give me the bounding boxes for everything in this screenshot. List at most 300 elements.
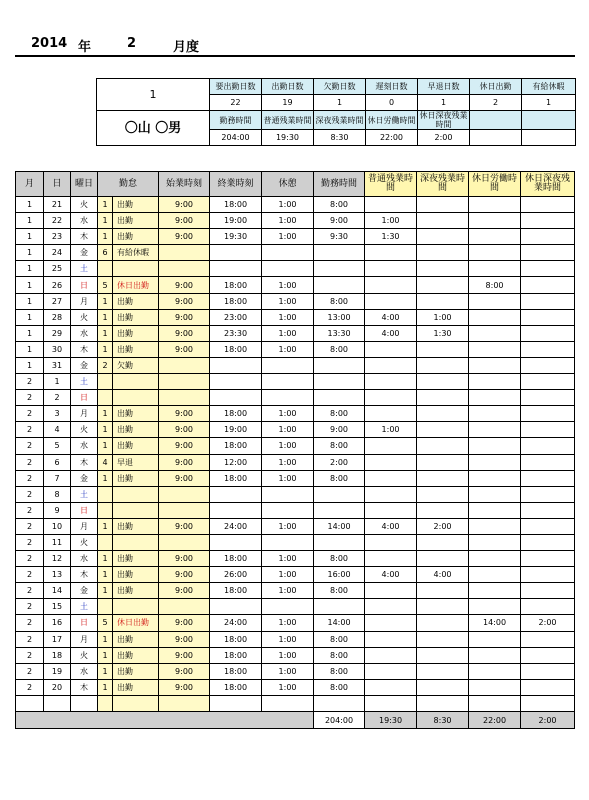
table-row [16, 213, 575, 229]
table-cell: 4:00 [365, 309, 417, 325]
table-cell: 8:00 [314, 663, 365, 679]
total-cell: 22:00 [469, 712, 521, 729]
table-cell: 日 [71, 615, 98, 631]
table-cell: 19:00 [210, 213, 262, 229]
total-cell: 2:00 [521, 712, 575, 729]
table-cell: 火 [71, 534, 98, 550]
table-cell [521, 518, 575, 534]
table-cell [521, 197, 575, 213]
table-cell [521, 534, 575, 550]
table-cell: 金 [71, 357, 98, 373]
table-cell [365, 374, 417, 390]
table-cell [365, 438, 417, 454]
table-cell: 出勤 [113, 341, 159, 357]
table-cell: 2 [16, 631, 44, 647]
table-row [16, 583, 575, 599]
table-cell: 出勤 [113, 470, 159, 486]
table-cell: 5 [98, 615, 113, 631]
table-cell: 水 [71, 438, 98, 454]
table-cell: 1:00 [262, 567, 314, 583]
table-cell [521, 454, 575, 470]
column-header: 始業時刻 [159, 172, 210, 197]
table-cell [314, 357, 365, 373]
table-cell: 1:00 [262, 197, 314, 213]
year-value: 2014 [31, 36, 68, 51]
table-cell: 2 [16, 679, 44, 695]
table-cell [365, 663, 417, 679]
table-row [16, 357, 575, 373]
table-cell: 29 [44, 325, 71, 341]
table-cell: 9:00 [159, 422, 210, 438]
table-cell: 1 [98, 663, 113, 679]
table-cell [469, 486, 521, 502]
table-cell: 2 [16, 615, 44, 631]
table-cell: 6 [44, 454, 71, 470]
table-cell: 火 [71, 309, 98, 325]
summary-label: 要出勤日数 [210, 79, 262, 95]
table-cell: 1:00 [262, 631, 314, 647]
table-cell: 18:00 [210, 438, 262, 454]
table-cell: 8:00 [314, 647, 365, 663]
table-cell [521, 679, 575, 695]
table-cell: 土 [71, 599, 98, 615]
table-cell: 木 [71, 454, 98, 470]
table-cell: 1 [98, 197, 113, 213]
table-cell: 8:00 [469, 277, 521, 293]
table-cell: 出勤 [113, 309, 159, 325]
table-cell [417, 663, 469, 679]
table-cell: 出勤 [113, 197, 159, 213]
table-cell [159, 357, 210, 373]
table-cell: 1 [16, 213, 44, 229]
table-cell: 出勤 [113, 518, 159, 534]
table-cell: 4 [44, 422, 71, 438]
column-header: 日 [44, 172, 71, 197]
table-cell: 27 [44, 293, 71, 309]
month-value: 2 [127, 36, 137, 51]
table-cell: 2 [16, 406, 44, 422]
attendance-table [15, 171, 575, 729]
table-cell [113, 261, 159, 277]
table-cell [210, 534, 262, 550]
table-cell [469, 663, 521, 679]
table-cell: 1:00 [262, 454, 314, 470]
table-cell [469, 309, 521, 325]
table-cell [159, 599, 210, 615]
summary-label: 普通残業時間 [262, 111, 314, 130]
table-cell: 9:00 [159, 679, 210, 695]
table-cell: 9:00 [159, 293, 210, 309]
table-cell: 水 [71, 325, 98, 341]
table-cell: 1:00 [262, 277, 314, 293]
table-cell [469, 357, 521, 373]
totals-row [16, 712, 575, 729]
table-cell: 11 [44, 534, 71, 550]
table-cell: 出勤 [113, 325, 159, 341]
table-cell [417, 502, 469, 518]
table-row [16, 422, 575, 438]
table-cell: 1:00 [262, 518, 314, 534]
table-cell: 12:00 [210, 454, 262, 470]
table-cell [365, 631, 417, 647]
table-cell: 1 [16, 229, 44, 245]
employee-name: 〇山 〇男 [97, 111, 210, 146]
table-cell: 9:00 [159, 309, 210, 325]
table-cell [98, 599, 113, 615]
table-cell: 1:00 [262, 325, 314, 341]
table-cell: 1 [98, 470, 113, 486]
table-cell [417, 341, 469, 357]
table-cell: 22 [44, 213, 71, 229]
table-cell: 出勤 [113, 647, 159, 663]
table-cell [98, 374, 113, 390]
summary-table [96, 78, 576, 146]
table-cell [469, 695, 521, 711]
table-cell: 2 [16, 486, 44, 502]
table-cell: 出勤 [113, 438, 159, 454]
table-cell: 1 [16, 277, 44, 293]
table-cell: 1:00 [365, 422, 417, 438]
table-cell: 土 [71, 374, 98, 390]
table-cell [113, 534, 159, 550]
table-cell [159, 486, 210, 502]
table-cell [262, 534, 314, 550]
table-cell: 1:00 [262, 679, 314, 695]
table-cell: 12 [44, 551, 71, 567]
table-cell: 8:00 [314, 438, 365, 454]
table-cell [314, 261, 365, 277]
table-cell [98, 261, 113, 277]
table-cell [521, 663, 575, 679]
table-cell: 4:00 [417, 567, 469, 583]
table-cell: 7 [44, 470, 71, 486]
table-cell: 18:00 [210, 679, 262, 695]
table-cell: 9:00 [159, 647, 210, 663]
table-cell: 9:00 [159, 631, 210, 647]
table-cell: 木 [71, 341, 98, 357]
table-cell: 1:00 [262, 438, 314, 454]
table-cell: 2 [16, 502, 44, 518]
table-cell [521, 390, 575, 406]
table-cell [417, 486, 469, 502]
table-cell: 25 [44, 261, 71, 277]
table-cell [521, 647, 575, 663]
table-cell: 4:00 [365, 567, 417, 583]
table-cell: 1 [16, 357, 44, 373]
table-cell [365, 534, 417, 550]
table-cell [365, 245, 417, 261]
table-cell: 1:00 [262, 293, 314, 309]
table-cell [469, 518, 521, 534]
table-cell [98, 534, 113, 550]
table-cell [159, 695, 210, 711]
table-cell [262, 502, 314, 518]
table-cell: 18:00 [210, 293, 262, 309]
table-cell [417, 374, 469, 390]
table-cell: 1 [98, 647, 113, 663]
table-cell: 8:00 [314, 679, 365, 695]
table-cell [469, 293, 521, 309]
summary-label: 有給休暇 [522, 79, 576, 95]
table-cell: 18:00 [210, 341, 262, 357]
table-cell [469, 341, 521, 357]
table-cell [159, 390, 210, 406]
table-cell: 火 [71, 422, 98, 438]
summary-value: 2:00 [418, 130, 470, 146]
table-cell [417, 583, 469, 599]
table-cell [314, 374, 365, 390]
table-cell: 8:00 [314, 551, 365, 567]
table-cell: 18:00 [210, 663, 262, 679]
table-cell [159, 374, 210, 390]
employee-id: 1 [97, 79, 210, 111]
table-cell: 14:00 [314, 615, 365, 631]
table-cell [469, 197, 521, 213]
table-cell: 18:00 [210, 583, 262, 599]
summary-value [522, 130, 576, 146]
table-cell: 出勤 [113, 213, 159, 229]
table-cell: 4 [98, 454, 113, 470]
table-cell [521, 213, 575, 229]
table-cell: 9:00 [159, 615, 210, 631]
table-row [16, 454, 575, 470]
table-row [16, 293, 575, 309]
table-cell: 2 [16, 663, 44, 679]
table-cell: 1:00 [262, 406, 314, 422]
table-cell: 1 [98, 293, 113, 309]
table-cell [365, 551, 417, 567]
table-cell [521, 325, 575, 341]
table-cell [521, 502, 575, 518]
table-cell [365, 599, 417, 615]
table-cell [469, 679, 521, 695]
table-cell: 10 [44, 518, 71, 534]
table-cell [417, 551, 469, 567]
table-cell: 18:00 [210, 647, 262, 663]
table-cell [365, 470, 417, 486]
table-cell: 1 [98, 679, 113, 695]
table-row [16, 277, 575, 293]
summary-value: 22 [210, 95, 262, 111]
table-cell: 1:00 [262, 583, 314, 599]
table-cell: 1:00 [262, 663, 314, 679]
table-row [16, 229, 575, 245]
column-header: 休日労働時間 [469, 172, 521, 197]
table-cell: 9:00 [159, 663, 210, 679]
table-cell [98, 486, 113, 502]
table-cell [365, 293, 417, 309]
summary-value: 8:30 [314, 130, 366, 146]
table-cell: 8 [44, 486, 71, 502]
table-cell [521, 486, 575, 502]
table-cell: 1 [98, 567, 113, 583]
table-cell [210, 599, 262, 615]
table-cell: 出勤 [113, 567, 159, 583]
table-cell: 18:00 [210, 551, 262, 567]
table-cell [417, 470, 469, 486]
table-cell: 出勤 [113, 583, 159, 599]
table-cell: 2:00 [314, 454, 365, 470]
table-cell [314, 502, 365, 518]
table-cell [469, 567, 521, 583]
table-cell [314, 277, 365, 293]
table-cell [469, 213, 521, 229]
table-cell [417, 422, 469, 438]
summary-label: 勤務時間 [210, 111, 262, 130]
table-cell: 13 [44, 567, 71, 583]
table-cell [521, 357, 575, 373]
table-cell: 1 [16, 245, 44, 261]
summary-value: 1 [522, 95, 576, 111]
table-cell [469, 374, 521, 390]
table-cell: 8:00 [314, 406, 365, 422]
summary-label [522, 111, 576, 130]
month-unit: 月度 [173, 40, 200, 55]
table-cell: 1:00 [262, 341, 314, 357]
table-cell: 3 [44, 406, 71, 422]
table-cell [469, 438, 521, 454]
table-cell: 1 [16, 261, 44, 277]
table-cell: 1:00 [262, 470, 314, 486]
table-cell: 9:00 [159, 470, 210, 486]
column-header: 休憩 [262, 172, 314, 197]
table-cell [469, 599, 521, 615]
table-row [16, 647, 575, 663]
table-cell [469, 390, 521, 406]
summary-label: 休日深夜残業時間 [419, 111, 468, 129]
summary-value: 0 [366, 95, 418, 111]
table-cell [469, 551, 521, 567]
table-cell: 休日出勤 [113, 277, 159, 293]
table-cell: 月 [71, 631, 98, 647]
table-cell: 日 [71, 390, 98, 406]
table-cell: 4:00 [365, 325, 417, 341]
table-cell: 木 [71, 567, 98, 583]
table-row [16, 502, 575, 518]
table-cell [417, 631, 469, 647]
table-cell [521, 406, 575, 422]
table-cell: 1:00 [262, 213, 314, 229]
summary-value: 19:30 [262, 130, 314, 146]
table-row [16, 261, 575, 277]
table-cell [365, 341, 417, 357]
table-cell [262, 695, 314, 711]
table-cell: 1:00 [262, 309, 314, 325]
table-cell [98, 390, 113, 406]
table-cell: 21 [44, 197, 71, 213]
summary-label: 休日労働時間 [366, 111, 418, 130]
table-cell [314, 390, 365, 406]
column-header: 勤怠 [98, 172, 159, 197]
table-cell: 1 [16, 309, 44, 325]
table-cell: 2 [16, 518, 44, 534]
table-cell [469, 647, 521, 663]
header-rule [15, 55, 575, 57]
table-cell: 9 [44, 502, 71, 518]
table-row [16, 341, 575, 357]
table-cell [521, 551, 575, 567]
table-cell: 2 [16, 374, 44, 390]
table-row [16, 551, 575, 567]
table-cell: 8:00 [314, 470, 365, 486]
table-cell [469, 502, 521, 518]
table-row [16, 518, 575, 534]
table-cell [113, 695, 159, 711]
column-header: 終業時刻 [210, 172, 262, 197]
table-cell: 金 [71, 470, 98, 486]
table-cell [521, 341, 575, 357]
table-cell: 9:00 [314, 422, 365, 438]
table-cell [365, 261, 417, 277]
table-cell [210, 695, 262, 711]
table-cell: 1 [98, 229, 113, 245]
table-row [16, 390, 575, 406]
table-cell [521, 422, 575, 438]
table-cell: 早退 [113, 454, 159, 470]
table-cell: 出勤 [113, 551, 159, 567]
table-cell: 16:00 [314, 567, 365, 583]
table-cell: 8:00 [314, 293, 365, 309]
table-cell: 23:00 [210, 309, 262, 325]
table-cell: 18 [44, 647, 71, 663]
table-cell: 14:00 [314, 518, 365, 534]
year-unit: 年 [78, 40, 92, 55]
table-cell: 24 [44, 245, 71, 261]
table-cell [417, 245, 469, 261]
summary-label [470, 111, 522, 130]
table-cell [417, 599, 469, 615]
summary-value: 19 [262, 95, 314, 111]
table-cell: 1 [98, 551, 113, 567]
table-cell [521, 374, 575, 390]
table-cell: 火 [71, 197, 98, 213]
table-cell: 2 [16, 567, 44, 583]
table-row [16, 534, 575, 550]
table-cell [210, 357, 262, 373]
summary-label: 出勤日数 [262, 79, 314, 95]
table-cell [210, 486, 262, 502]
table-cell: 4:00 [365, 518, 417, 534]
table-cell [417, 229, 469, 245]
table-cell [98, 695, 113, 711]
table-cell: 9:00 [159, 583, 210, 599]
table-row [16, 470, 575, 486]
table-cell [16, 695, 44, 711]
table-cell: 1:00 [262, 551, 314, 567]
table-cell: 9:00 [159, 213, 210, 229]
table-cell [521, 631, 575, 647]
table-cell: 16 [44, 615, 71, 631]
table-cell: 2 [16, 647, 44, 663]
table-cell [113, 486, 159, 502]
table-cell [262, 261, 314, 277]
table-cell: 出勤 [113, 229, 159, 245]
table-cell: 2 [16, 390, 44, 406]
table-cell: 9:00 [159, 454, 210, 470]
table-cell [262, 357, 314, 373]
table-row [16, 325, 575, 341]
table-cell: 9:00 [314, 213, 365, 229]
table-cell: 18:00 [210, 277, 262, 293]
table-cell [417, 454, 469, 470]
column-header: 普通残業時間 [365, 172, 417, 197]
table-cell: 2:00 [521, 615, 575, 631]
summary-label: 欠勤日数 [314, 79, 366, 95]
summary-value: 204:00 [210, 130, 262, 146]
table-cell: 2 [16, 422, 44, 438]
table-cell [210, 390, 262, 406]
table-row [16, 695, 575, 711]
